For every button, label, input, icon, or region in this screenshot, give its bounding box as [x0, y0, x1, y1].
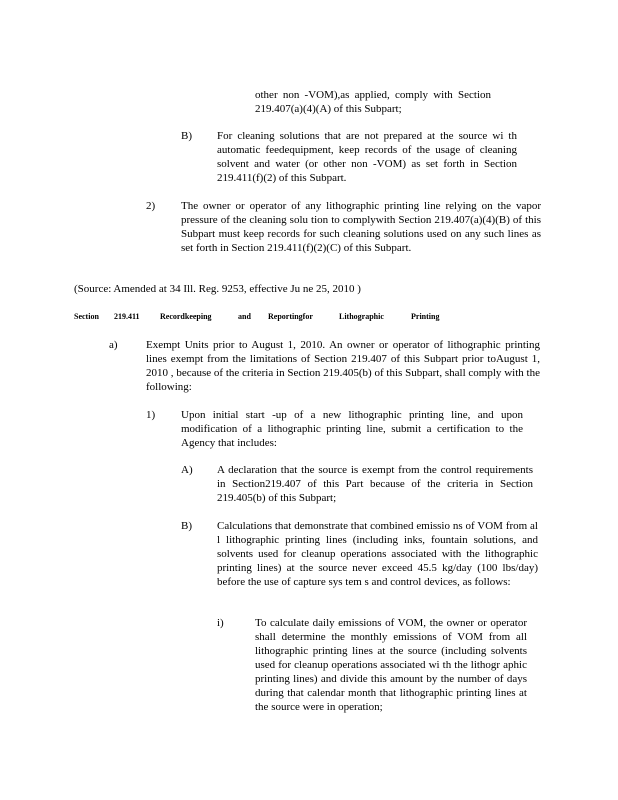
paragraph-2-vapor-pressure: The owner or operator of any lithographic printing line relying on the vapor pressure of the cleaning solu tion to complywith Section 219.407(a)(4)(B) of this Subpart must keep records for such cleaning solutions used on any such lines as set forth in Section 219.411(f)(2)(C) of this Subpart.	[181, 200, 541, 254]
paragraph-A-declaration: A declaration that the source is exempt from the control requirements in Section219.407 of this Part because of the criteria in Section 219.405(b) of this Subpart;	[217, 464, 533, 504]
section-title-word: and	[238, 312, 251, 321]
section-heading	[74, 311, 440, 323]
section-label: Section	[74, 312, 99, 321]
item-marker-i: i)	[217, 617, 224, 629]
section-title-word: Printing	[411, 312, 440, 321]
item-marker-2: 2)	[146, 200, 156, 212]
item-marker-B: B)	[181, 520, 192, 532]
section-title-word: Recordkeeping	[160, 312, 212, 321]
section-title-word: Lithographic	[339, 312, 384, 321]
paragraph-a-exempt-units: Exempt Units prior to August 1, 2010. An owner or operator of lithographic printing lines exempt from the limitations of Section 219.407 of this Subpart prior toAugust 1, 2010 , because of the criteria in Section 219.405(b) of this Subpart, shall comply with the following:	[146, 339, 540, 393]
item-marker-a: a)	[109, 339, 118, 351]
paragraph-B-calculations: Calculations that demonstrate that combined emissio ns of VOM from al l lithographic printing lines (including inks, fountain solutions, and solvents used for cleanup operations associated with the lithographic printing lines) at the source never exceed 45.5 kg/day (100 lbs/day) before the use of capture sys tem s and control devices, as follows:	[217, 520, 538, 588]
item-marker-1: 1)	[146, 409, 156, 421]
paragraph-continuation: other non -VOM),as applied, comply with Section 219.407(a)(4)(A) of this Subpart;	[255, 89, 491, 115]
paragraph-i-daily-emissions: To calculate daily emissions of VOM, the owner or operator shall determine the monthly emissions of VOM from all lithographic printing lines at the source (including solvents used for cleanup operations associated wi th the lithogr aphic printing lines) and divide this amount by the number of days during that calendar month that lithographic printing lines at the source were in operation;	[255, 617, 527, 713]
paragraph-1-certification: Upon initial start -up of a new lithographic printing line, and upon modification of a lithographic printing line, submit a certification to the Agency that includes:	[181, 409, 523, 449]
item-marker-B: B)	[181, 130, 192, 142]
section-number: 219.411	[114, 312, 140, 321]
item-marker-A: A)	[181, 464, 193, 476]
section-title-word: Reportingfor	[268, 312, 313, 321]
source-note: (Source: Amended at 34 Ill. Reg. 9253, effective Ju ne 25, 2010 )	[74, 283, 361, 295]
paragraph-B-cleaning-solutions: For cleaning solutions that are not prepared at the source wi th automatic feedequipment, keep records of the usage of cleaning solvent and water (or other non -VOM) as set forth in Section 219.411(f)(2) of this Subpart.	[217, 130, 517, 184]
